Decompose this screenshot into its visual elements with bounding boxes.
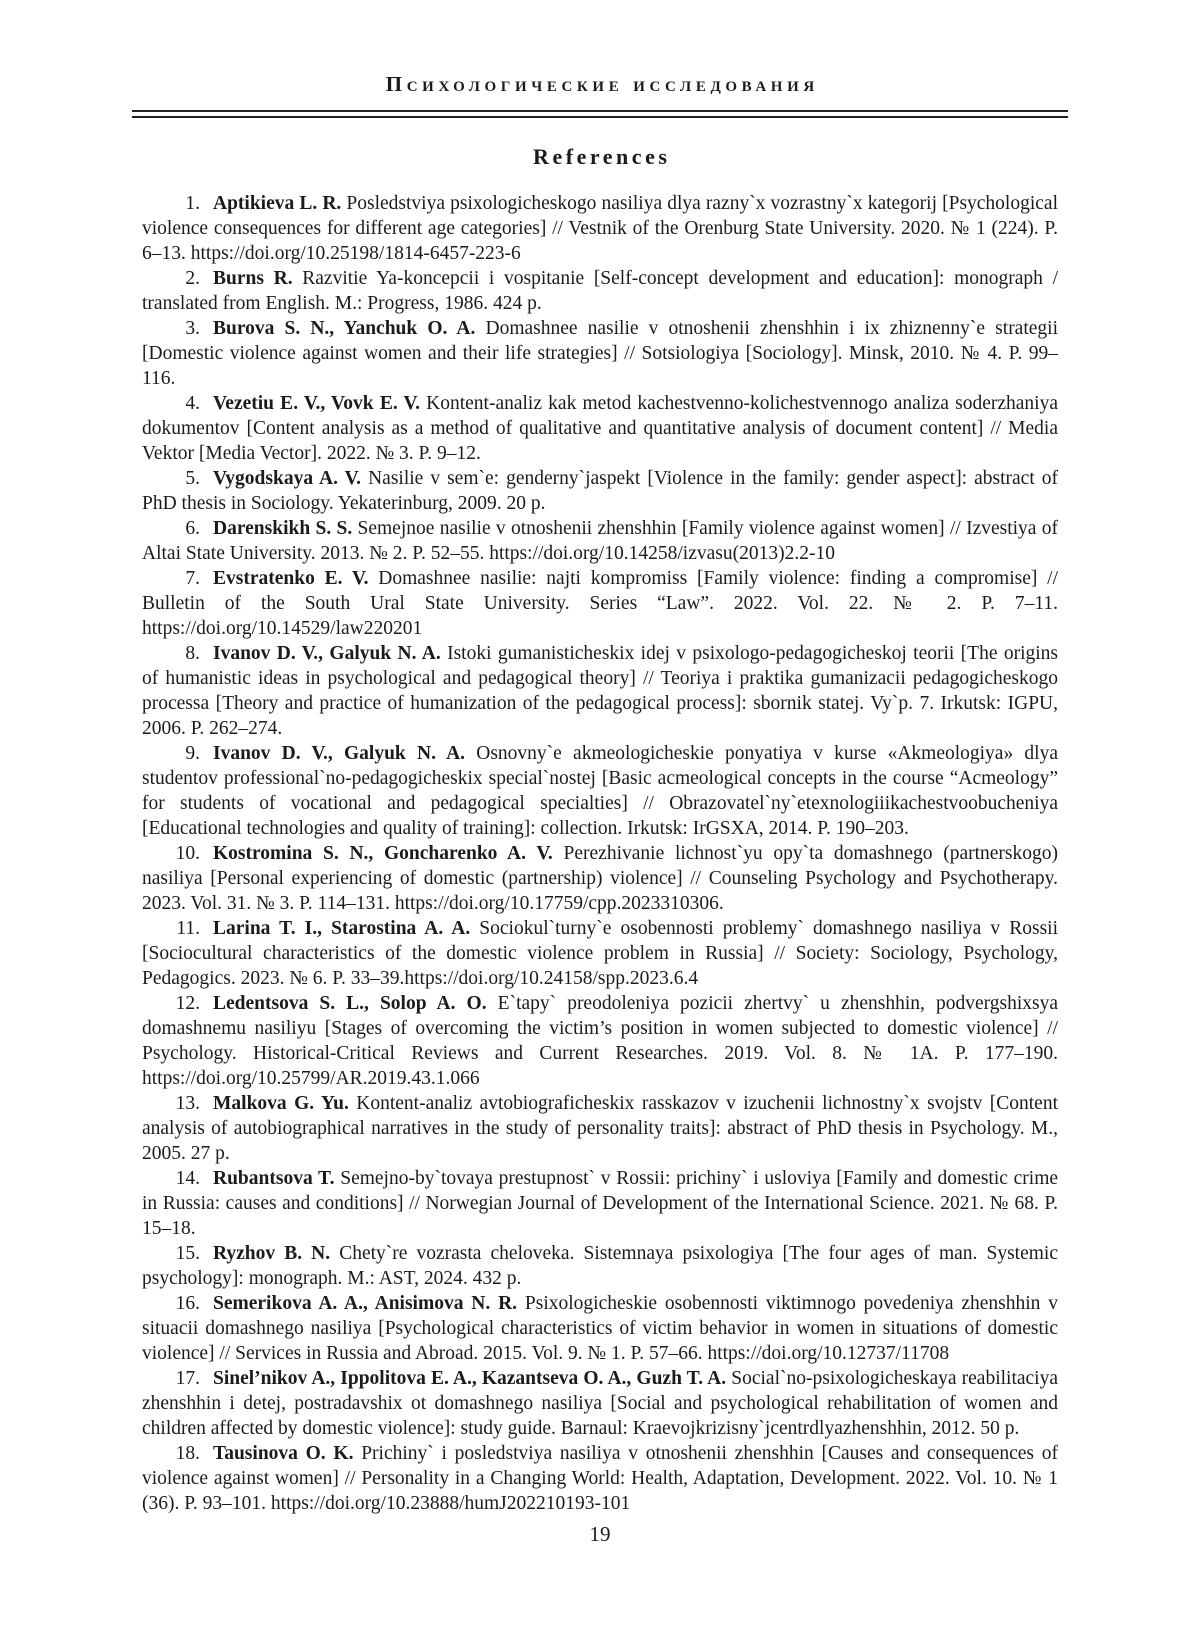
reference-number: 6.	[185, 518, 200, 539]
reference-number: 11.	[176, 918, 200, 939]
reference-authors: Semerikova A. A., Anisimova N. R.	[213, 1293, 518, 1314]
running-head: Психологические исследования	[385, 72, 819, 96]
reference-entry	[142, 191, 1058, 266]
reference-text: Perezhivanie lichnost`yu opy`ta domashnego (partnerskogo) nasiliya [Personal experiencing of domestic (partnership) violence] // Counseling Psychology and Psychotherapy. 2023. Vol. 31. № 3. P. 114–131. https://doi.org/10.17759/cpp.2023310306.	[142, 843, 1058, 914]
reference-number: 13.	[175, 1093, 200, 1114]
reference-text: Semejno-by`tovaya prestupnost` v Rossii: prichiny` i usloviya [Family and domestic crime in Russia: causes and conditions] // Norwegian Journal of Development of the International Science. 2021. № 68. P. 15–18.	[142, 1168, 1059, 1239]
reference-entry	[142, 916, 1058, 991]
reference-authors: Vygodskaya A. V.	[213, 468, 362, 489]
reference-number: 2.	[185, 268, 200, 289]
reference-authors: Burns R.	[213, 268, 293, 289]
reference-authors: Ledentsova S. L., Solop A. O.	[213, 993, 487, 1014]
reference-number: 8.	[185, 643, 200, 664]
reference-number: 16.	[175, 1293, 200, 1314]
reference-text: Nasilie v sem`e: genderny`jaspekt [Violence in the family: gender aspect]: abstract of PhD thesis in Sociology. Yekaterinburg, 2009. 20 p.	[142, 468, 1058, 514]
reference-text: Osnovny`e akmeologicheskie ponyatiya v kurse «Akmeologiya» dlya studentov professional`no-pedagogicheskix special`nostej [Basic acmeological concepts in the course “Acmeology” for students of vocational and pedagogical specialties] // Obrazovatel`ny`etexnologiiikachestvoobucheniya [Educational technologies and quality of training]: collection. Irkutsk: IrGSXA, 2014. P. 190–203.	[142, 743, 1058, 839]
reference-authors: Kostromina S. N., Goncharenko A. V.	[213, 843, 553, 864]
reference-authors: Rubantsova T.	[213, 1168, 335, 1189]
reference-authors: Ivanov D. V., Galyuk N. A.	[213, 743, 466, 764]
header-double-rule	[132, 110, 1068, 118]
reference-entry	[142, 1166, 1058, 1241]
reference-entry	[142, 841, 1058, 916]
reference-authors: Evstratenko E. V.	[213, 568, 369, 589]
reference-text: Prichiny` i posledstviya nasiliya v otnoshenii zhenshhin [Causes and consequences of violence against women] // Personality in a Changing World: Health, Adaptation, Development. 2022. Vol. 10. № 1 (36). P. 93–101. https://doi.org/10.23888/humJ202210193-101	[142, 1443, 1058, 1514]
reference-text: E`tapy` preodoleniya pozicii zhertvy` u zhenshhin, podvergshixsya domashnemu nasiliyu [Stages of overcoming the victim’s position in women subjected to domestic violence] // Psychology. Historical-Critical Reviews and Current Researches. 2019. Vol. 8. № 1A. P. 177–190. https://doi.org/10.25799/AR.2019.43.1.066	[142, 993, 1059, 1089]
reference-number: 18.	[175, 1443, 200, 1464]
reference-number: 3.	[185, 318, 200, 339]
page-number: 19	[589, 1522, 611, 1546]
reference-list	[142, 191, 1058, 1516]
reference-entry	[142, 466, 1058, 516]
reference-authors: Tausinova O. K.	[213, 1443, 354, 1464]
reference-text: Kontent-analiz avtobiograficheskix rasskazov v izuchenii lichnostny`x svojstv [Content analysis of autobiographical narratives in the study of personality traits]: abstract of PhD thesis in Psychology. M., 2005. 27 p.	[142, 1093, 1059, 1164]
reference-entry	[142, 991, 1058, 1091]
reference-text: Sociokul`turny`e osobennosti problemy` domashnego nasiliya v Rossii [Sociocultural characteristics of the domestic violence problem in Russia] // Society: Sociology, Psychology, Pedagogics. 2023. № 6. P. 33–39.https://doi.org/10.24158/spp.2023.6.4	[142, 918, 1059, 989]
reference-entry	[142, 1441, 1058, 1516]
reference-number: 1.	[185, 193, 200, 214]
reference-number: 14.	[175, 1168, 200, 1189]
reference-entry	[142, 266, 1058, 316]
reference-number: 7.	[185, 568, 200, 589]
reference-entry	[142, 1091, 1058, 1166]
reference-number: 15.	[175, 1243, 200, 1264]
reference-number: 4.	[185, 393, 200, 414]
reference-text: Domashnee nasilie: najti kompromiss [Family violence: finding a compromise] // Bulletin of the South Ural State University. Series “Law”. 2022. Vol. 22. № 2. P. 7–11. https://doi.org/10.14529/law220201	[142, 568, 1059, 639]
reference-text: Istoki gumanisticheskix idej v psixologo-pedagogicheskoj teorii [The origins of humanistic ideas in psychological and pedagogical theory] // Teoriya i praktika gumanizacii pedagogicheskogo processa [Theory and practice of humanization of the pedagogical process]: sbornik statej. Vy`p. 7. Irkutsk: IGPU, 2006. P. 262–274.	[142, 643, 1058, 739]
reference-text: Semejnoe nasilie v otnoshenii zhenshhin [Family violence against women] // Izvestiya of Altai State University. 2013. № 2. P. 52–55. https://doi.org/10.14258/izvasu(2013)2.2-10	[142, 518, 1058, 564]
reference-text: Social`no-psixologicheskaya reabilitaciya zhenshhin i detej, postradavshix ot domashnego nasiliya [Social and psychological rehabilitation of women and children affected by domestic violence]: study guide. Barnaul: Kraevojkrizisny`jcentrdlyazhenshhin, 2012. 50 p.	[142, 1368, 1059, 1439]
reference-entry	[142, 741, 1058, 841]
reference-authors: Vezetiu E. V., Vovk E. V.	[213, 393, 420, 414]
reference-number: 12.	[175, 993, 200, 1014]
reference-number: 10.	[175, 843, 200, 864]
reference-entry	[142, 641, 1058, 741]
reference-number: 17.	[175, 1368, 200, 1389]
reference-authors: Sinel’nikov A., Ippolitova E. A., Kazantseva O. A., Guzh T. A.	[213, 1368, 727, 1389]
reference-text: Posledstviya psixologicheskogo nasiliya dlya razny`x vozrastny`x kategorij [Psychological violence consequences for different age categories] // Vestnik of the Orenburg State University. 2020. № 1 (224). P. 6–13. https://doi.org/10.25198/1814-6457-223-6	[142, 193, 1058, 264]
reference-text: Razvitie Ya-koncepcii i vospitanie [Self-concept development and education]: monograph / translated from English. M.: Progress, 1986. 424 p.	[142, 268, 1058, 314]
reference-authors: Ivanov D. V., Galyuk N. A.	[213, 643, 441, 664]
reference-authors: Ryzhov B. N.	[213, 1243, 331, 1264]
reference-text: Chety`re vozrasta cheloveka. Sistemnaya psixologiya [The four ages of man. Systemic psychology]: monograph. M.: AST, 2024. 432 p.	[142, 1243, 1058, 1289]
reference-text: Psixologicheskie osobennosti viktimnogo povedeniya zhenshhin v situacii domashnego nasiliya [Psychological characteristics of victim behavior in women in situations of domestic violence] // Services in Russia and Abroad. 2015. Vol. 9. № 1. P. 57–66. https://doi.org/10.12737/11708	[142, 1293, 1059, 1364]
reference-text: Kontent-analiz kak metod kachestvenno-kolichestvennogo analiza soderzhaniya dokumentov [Content analysis as a method of qualitative and quantitative analysis of document content] // Media Vektor [Media Vector]. 2022. № 3. P. 9–12.	[142, 393, 1059, 464]
reference-number: 9.	[185, 743, 200, 764]
reference-entry	[142, 566, 1058, 641]
section-title: References	[533, 144, 671, 169]
reference-entry	[142, 1366, 1058, 1441]
reference-entry	[142, 391, 1058, 466]
reference-authors: Larina T. I., Starostina A. A.	[213, 918, 471, 939]
reference-text: Domashnee nasilie v otnoshenii zhenshhin i ix zhiznenny`e strategii [Domestic violence against women and their life strategies] // Sotsiologiya [Sociology]. Minsk, 2010. № 4. P. 99–116.	[142, 318, 1058, 389]
reference-number: 5.	[185, 468, 200, 489]
reference-entry	[142, 316, 1058, 391]
reference-authors: Burova S. N., Yanchuk O. A.	[213, 318, 476, 339]
reference-authors: Aptikieva L. R.	[213, 193, 342, 214]
reference-entry	[142, 1291, 1058, 1366]
reference-authors: Malkova G. Yu.	[213, 1093, 349, 1114]
reference-authors: Darenskikh S. S.	[213, 518, 353, 539]
reference-entry	[142, 1241, 1058, 1291]
reference-entry	[142, 516, 1058, 566]
